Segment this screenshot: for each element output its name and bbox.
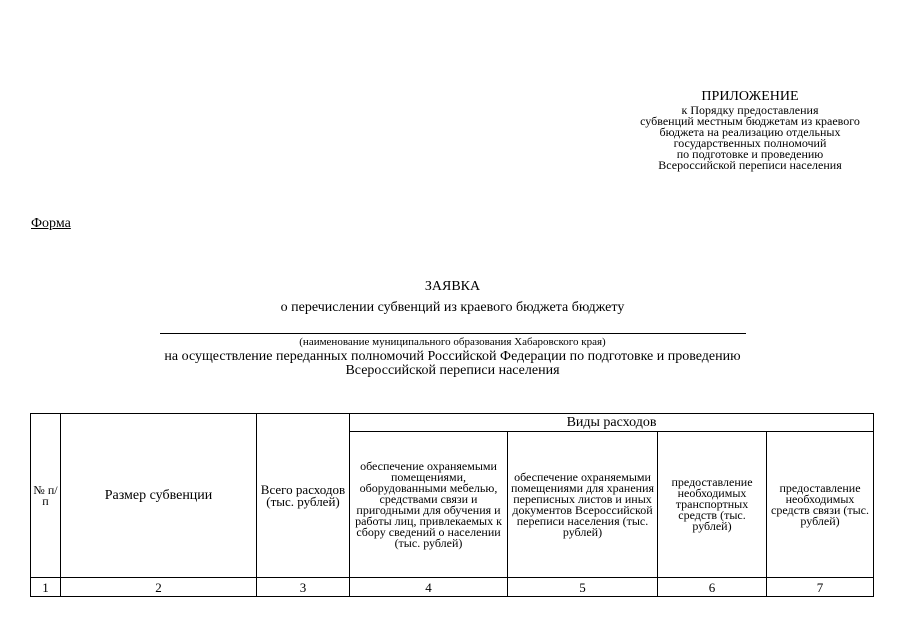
header-total-expenses: Всего расходов (тыс. рублей) <box>257 414 350 578</box>
column-number-cell: 2 <box>61 578 257 597</box>
appendix-heading: ПРИЛОЖЕНИЕ <box>701 89 799 104</box>
header-transport: предоставление необходимых транспортных средств (тыс. рублей) <box>658 432 767 578</box>
application-table <box>30 413 874 597</box>
header-expense-types: Виды расходов <box>350 414 874 432</box>
appendix-block <box>620 90 880 171</box>
column-number-cell: 3 <box>257 578 350 597</box>
appendix-line: государственных полномочий <box>673 136 827 150</box>
fill-in-line <box>160 333 746 334</box>
appendix-line: по подготовке и проведению <box>676 147 824 161</box>
document-title: ЗАЯВКА <box>424 279 481 294</box>
header-communications: предоставление необходимых средств связи (тыс. рублей) <box>767 432 874 578</box>
column-number-cell: 1 <box>31 578 61 597</box>
column-number-cell: 7 <box>767 578 874 597</box>
appendix-line: Всероссийской переписи населения <box>658 158 842 172</box>
header-premises-training: обеспечение охраняемыми помещениями, оборудованными мебелью, средствами связи и пригодными для обучения и работы лиц, привлекаемых к сбору сведений о населении (тыс. рублей) <box>350 432 508 578</box>
appendix-line: субвенций местным бюджетам из краевого <box>640 114 860 128</box>
header-premises-storage: обеспечение охраняемыми помещениями для хранения переписных листов и иных документов Всероссийской переписи населения (тыс. рублей) <box>508 432 658 578</box>
header-subvention-size: Размер субвенции <box>61 414 257 578</box>
column-number-cell: 5 <box>508 578 658 597</box>
appendix-line: бюджета на реализацию отдельных <box>659 125 841 139</box>
purpose-line: на осуществление переданных полномочий Российской Федерации по подготовке и проведению <box>164 349 741 364</box>
purpose-line-2: Всероссийской переписи населения <box>345 363 560 378</box>
appendix-line: к Порядку предоставления <box>681 103 819 117</box>
column-number-cell: 6 <box>658 578 767 597</box>
header-number: № п/п <box>31 414 61 578</box>
form-label: Форма <box>31 216 71 231</box>
fill-in-caption: (наименование муниципального образования Хабаровского края) <box>299 336 606 348</box>
document-subtitle: о перечислении субвенций из краевого бюджета бюджету <box>280 300 625 315</box>
column-number-cell: 4 <box>350 578 508 597</box>
